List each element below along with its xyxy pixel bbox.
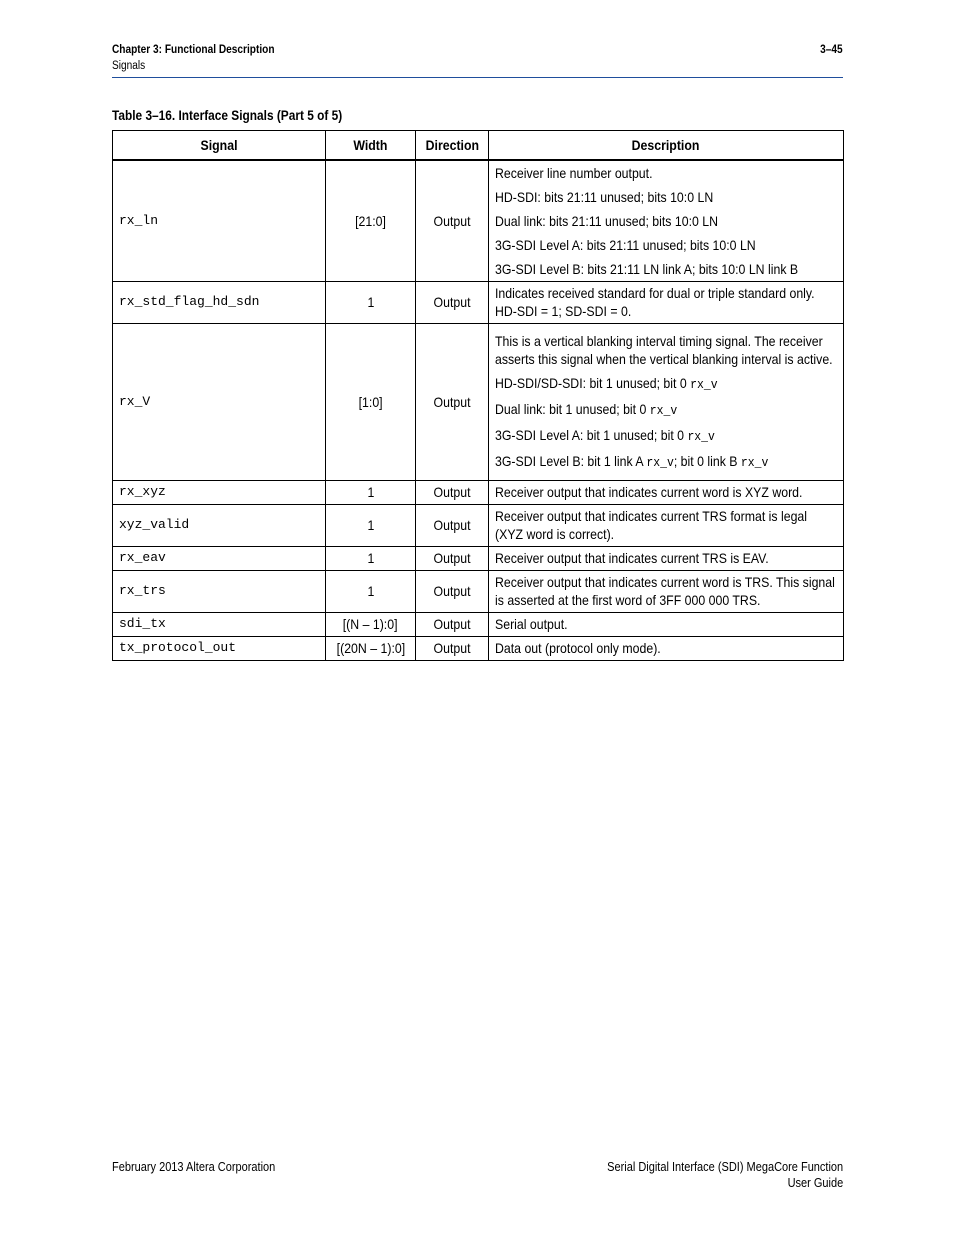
column-header-direction: Direction (416, 131, 489, 161)
signal-width: 1 (326, 480, 416, 504)
table-row (113, 636, 844, 660)
signal-description: Receiver output that indicates current word is XYZ word. (489, 480, 844, 504)
footer-doc-type: User Guide (787, 1176, 843, 1190)
signal-name: rx_eav (113, 546, 326, 570)
signal-width: [21:0] (326, 160, 416, 281)
signal-name: xyz_valid (113, 504, 326, 546)
signal-width: 1 (326, 504, 416, 546)
footer-date-company: February 2013 Altera Corporation (112, 1160, 276, 1174)
signal-description: This is a vertical blanking interval timing signal. The receiver asserts this signal when the vertical blanking interval is active. HD-SDI/SD-SDI: bit 1 unused; bit 0 rx_v Dual link: bit 1 unused; bit 0 rx_v 3G-SDI Level A: bit 1 unused; bit 0 rx_v 3G-SDI Level B: bit 1 link A rx_v; bit 0 link B rx_v (489, 323, 844, 480)
table-row (113, 570, 844, 612)
header-rule (112, 77, 843, 78)
signal-name: rx_xyz (113, 480, 326, 504)
signal-description: Receiver output that indicates current TRS format is legal (XYZ word is correct). (489, 504, 844, 546)
signal-direction: Output (416, 612, 489, 636)
table-row (113, 504, 844, 546)
signal-width: [(20N – 1):0] (326, 636, 416, 660)
chapter-title: Chapter 3: Functional Description (112, 44, 275, 56)
signal-description: Serial output. (489, 612, 844, 636)
signal-width: [1:0] (326, 323, 416, 480)
signal-width: [(N – 1):0] (326, 612, 416, 636)
signal-width: 1 (326, 546, 416, 570)
signal-direction: Output (416, 480, 489, 504)
table-row (113, 323, 844, 480)
signal-direction: Output (416, 160, 489, 281)
signal-description: Receiver line number output. HD-SDI: bits 21:11 unused; bits 10:0 LN Dual link: bits 21:11 unused; bits 10:0 LN 3G-SDI Level A: bits 21:11 unused; bits 10:0 LN 3G-SDI Level B: bits 21:11 LN link A; bits 10:0 LN link B (489, 160, 844, 281)
signal-name: rx_V (113, 323, 326, 480)
signal-direction: Output (416, 636, 489, 660)
signal-direction: Output (416, 570, 489, 612)
signal-width: 1 (326, 570, 416, 612)
column-header-signal: Signal (113, 131, 326, 161)
signal-name: sdi_tx (113, 612, 326, 636)
table-row (113, 160, 844, 281)
column-header-description: Description (489, 131, 844, 161)
signal-direction: Output (416, 323, 489, 480)
signal-name: rx_std_flag_hd_sdn (113, 281, 326, 323)
signal-direction: Output (416, 281, 489, 323)
table-header-row (113, 131, 844, 161)
signal-name: tx_protocol_out (113, 636, 326, 660)
table-row (113, 281, 844, 323)
signal-description: Receiver output that indicates current TRS is EAV. (489, 546, 844, 570)
signal-direction: Output (416, 546, 489, 570)
table-row (113, 546, 844, 570)
table-row (113, 480, 844, 504)
signal-description: Indicates received standard for dual or triple standard only. HD-SDI = 1; SD-SDI = 0. (489, 281, 844, 323)
signal-name: rx_ln (113, 160, 326, 281)
footer-doc-title: Serial Digital Interface (SDI) MegaCore Function (607, 1160, 843, 1174)
column-header-width: Width (326, 131, 416, 161)
signal-width: 1 (326, 281, 416, 323)
section-title: Signals (112, 60, 146, 72)
interface-signals-table (112, 130, 844, 661)
signal-description: Receiver output that indicates current word is TRS. This signal is asserted at the first word of 3FF 000 000 TRS. (489, 570, 844, 612)
page-number: 3–45 (820, 44, 843, 56)
table-row (113, 612, 844, 636)
signal-name: rx_trs (113, 570, 326, 612)
table-caption: Table 3–16. Interface Signals (Part 5 of 5) (112, 108, 343, 123)
signal-direction: Output (416, 504, 489, 546)
signal-description: Data out (protocol only mode). (489, 636, 844, 660)
